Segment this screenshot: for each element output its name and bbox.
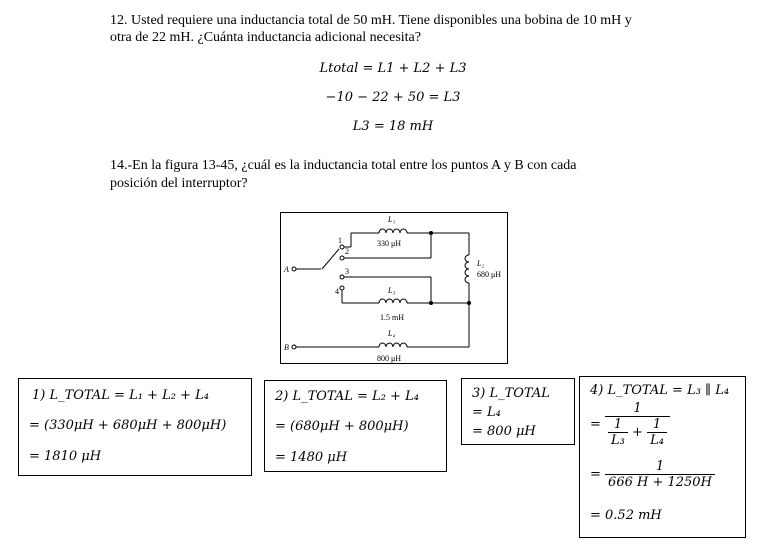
equation-sum: −10 − 22 + 50 = L3	[325, 90, 461, 105]
l3-name: L₃	[388, 286, 396, 295]
answer-4-result: = 0.52 mH	[590, 508, 662, 523]
equation-l3-result: L3 = 18 mH	[352, 119, 434, 134]
inductor-l4	[379, 343, 407, 347]
switch-pos-4: 4	[335, 287, 339, 296]
answer-box-4	[579, 376, 746, 538]
terminal-b-icon	[292, 345, 296, 349]
answer-box-3	[461, 378, 575, 445]
l4-denominator: L₄	[650, 433, 664, 448]
problem-12-line-2: otra de 22 mH. ¿Cuánta inductancia adicional necesita?	[110, 30, 421, 45]
problem-14-line-1: 14.-En la figura 13-45, ¿cuál es la inductancia total entre los puntos A y B con cada	[110, 158, 577, 173]
answer-4-formula: 4) L_TOTAL = L₃ ∥ L₄	[590, 383, 730, 398]
circuit-diagram	[281, 213, 507, 363]
answer-1-result: = 1810 μH	[29, 449, 102, 464]
answer-1-substitution: = (330μH + 680μH + 800μH)	[29, 418, 227, 433]
answer-4-numeric-fraction: = $\frac{1}{666 H + 1250H}$	[590, 459, 715, 490]
switch-blade	[322, 249, 339, 269]
switch-pos-1: 1	[338, 236, 342, 245]
inductor-l1	[379, 229, 407, 233]
numerator-one: 1	[605, 401, 670, 417]
inductor-l2	[465, 255, 469, 283]
terminal-a-icon	[292, 267, 296, 271]
answer-3-result: = 800 μH	[472, 424, 536, 439]
l4-name: L₄	[388, 329, 396, 338]
circuit-figure	[280, 212, 508, 364]
switch-pos-2: 2	[345, 247, 349, 256]
switch-pos-3: 3	[345, 267, 349, 276]
equation-ltotal: Ltotal = L1 + L2 + L3	[319, 61, 467, 76]
equals-sign: =	[590, 417, 601, 432]
numeric-denominator: 666 H + 1250H	[608, 475, 712, 490]
answer-box-1	[18, 378, 252, 476]
answer-4-parallel-fraction: = 1 $\frac{1}{\text{L₃}}$ + $\frac{1}{\text{L₄}}$	[590, 401, 670, 448]
l1-name: L₁	[388, 215, 396, 224]
l3-denominator: L₃	[611, 433, 625, 448]
point-a-label: A	[284, 265, 289, 274]
answer-2-substitution: = (680μH + 800μH)	[275, 419, 409, 434]
answer-1-formula: 1) L_TOTAL = L₁ + L₂ + L₄	[32, 388, 209, 403]
answer-2-result: = 1480 μH	[275, 450, 348, 465]
inductor-l3	[379, 299, 407, 303]
answer-3-formula: 3) L_TOTAL	[472, 386, 550, 401]
l4-value: 800 μH	[377, 354, 402, 363]
l2-name: L₂	[477, 259, 485, 268]
answer-3-l4: = L₄	[472, 405, 501, 420]
answer-2-formula: 2) L_TOTAL = L₂ + L₄	[275, 389, 419, 404]
l3-value: 1.5 mH	[380, 313, 404, 322]
clipped-next-line	[110, 538, 630, 542]
problem-14-line-2: posición del interruptor?	[110, 176, 248, 191]
point-b-label: B	[284, 343, 289, 352]
l2-value: 680 μH	[477, 270, 502, 279]
problem-12-line-1: 12. Usted requiere una inductancia total de 50 mH. Tiene disponibles una bobina de 10 mH y	[110, 13, 632, 28]
l1-value: 330 μH	[377, 239, 402, 248]
answer-box-2	[264, 380, 447, 472]
